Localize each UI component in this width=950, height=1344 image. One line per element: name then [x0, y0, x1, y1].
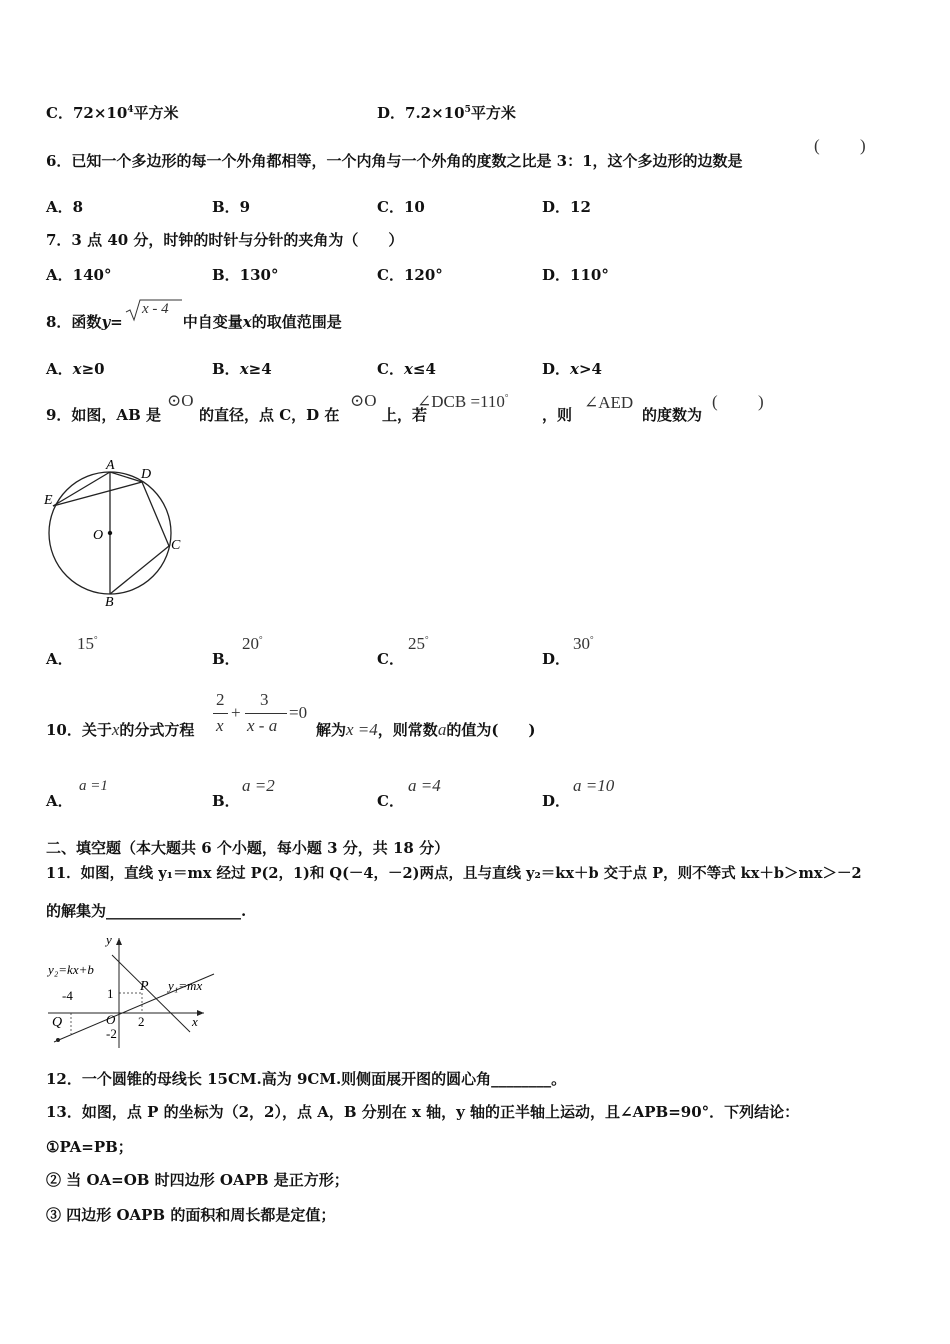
q13-conclusion-1: ①PA=PB； — [46, 1138, 133, 1156]
q9-option-a-value: 15° — [77, 634, 98, 653]
q10-option-b-letter: B． — [212, 792, 240, 810]
q10-equation — [213, 690, 313, 740]
q6-paren-left: ( — [814, 136, 820, 155]
label-origin: O — [106, 1012, 116, 1027]
q8-stem: 8．函数y= 中自变量x的取值范围是 — [46, 313, 342, 331]
q11-stem-line2: 的解集为__________________. — [46, 902, 247, 920]
q9-stem-part1: 9．如图，AB 是 — [46, 406, 161, 424]
q9-option-d-letter: D． — [542, 650, 571, 668]
line-y2-kxb — [112, 955, 190, 1032]
q7-stem: 7．3 点 40 分，时钟的时针与分针的夹角为（ ） — [46, 231, 404, 249]
q11-graph-figure — [44, 930, 224, 1050]
q6-option-d: D．12 — [542, 198, 591, 216]
label-x-axis: x — [192, 1014, 198, 1029]
q8-option-b: B．x≥4 — [212, 360, 272, 378]
q13-conclusion-2: ② 当 OA=OB 时四边形 OAPB 是正方形； — [46, 1171, 349, 1189]
q10-option-a-letter: A． — [46, 792, 73, 810]
label-b: B — [105, 595, 114, 610]
q10-stem-part2: 解为x =4，则常数a的值为( ) — [316, 720, 536, 739]
q8-option-c: C．x≤4 — [377, 360, 436, 378]
label-p: P — [140, 979, 149, 994]
q5-option-c: C．$72\times 10^4$平方米 — [46, 104, 179, 122]
q8-radicand: x - 4 — [142, 301, 169, 317]
q10-option-a-value: a =1 — [79, 778, 108, 794]
label-c: C — [171, 538, 181, 553]
q9-circle-o: ⊙O — [167, 391, 194, 410]
fraction1-bar — [213, 713, 228, 714]
label-q: Q — [52, 1015, 63, 1030]
label-neg4: -4 — [62, 988, 73, 1003]
q9-circle-figure — [40, 452, 190, 612]
fraction2-numerator: 3 — [260, 690, 269, 709]
q13-stem: 13．如图，点 P 的坐标为（2，2），点 A，B 分别在 x 轴，y 轴的正半轴上运动，且∠APB=90°．下列结论： — [46, 1103, 800, 1121]
label-o: O — [93, 528, 104, 543]
q10-option-d-value: a =10 — [573, 776, 615, 795]
q5-option-d: D．$7.2\times 10^5$平方米 — [377, 104, 516, 122]
q9-option-a-letter: A． — [46, 650, 73, 668]
q6-option-b: B．9 — [212, 198, 251, 216]
label-e: E — [44, 493, 53, 508]
segment-ed — [53, 482, 142, 506]
q6-option-c: C．10 — [377, 198, 425, 216]
q9-option-b-letter: B． — [212, 650, 240, 668]
q6-stem: 6．已知一个多边形的每一个外角都相等，一个内角与一个外角的度数之比是 3：1，这个多边形的边数是 — [46, 152, 743, 170]
q10-option-c-value: a =4 — [408, 776, 441, 795]
label-neg2: -2 — [106, 1026, 117, 1041]
label-y-axis: y — [106, 932, 112, 947]
fraction2-bar — [245, 713, 287, 714]
q9-option-c-value: 25° — [408, 634, 429, 653]
q9-paren-left: ( — [712, 392, 718, 411]
q8-option-a: A．x≥0 — [46, 360, 105, 378]
q11-stem-line1: 11．如图，直线 y₁＝mx 经过 P(2，1)和 Q(－4，－2)两点，且与直线 y₂＝kx＋b 交于点 P，则不等式 kx＋b＞mx＞－2 — [46, 865, 862, 882]
q10-stem-part1: 10．关于x的分式方程 — [46, 720, 195, 739]
point-q — [56, 1038, 60, 1042]
q9-option-d-value: 30° — [573, 634, 594, 653]
label-d: D — [141, 467, 152, 482]
segment-ea — [53, 472, 110, 506]
q7-option-a: A．140° — [46, 266, 112, 284]
y-axis-arrow-icon — [116, 938, 122, 945]
label-y1-equation: y₁=mx — [168, 978, 203, 993]
fraction1-denominator: x — [216, 716, 224, 735]
label-1: 1 — [107, 986, 114, 1001]
q12-stem: 12．一个圆锥的母线长 15CM.高为 9CM.则侧面展开图的圆心角________。 — [46, 1070, 567, 1088]
label-a: A — [106, 458, 115, 473]
q6-option-a: A．8 — [46, 198, 84, 216]
label-y2-equation: y₂=kx+b — [48, 962, 94, 977]
fraction1-numerator: 2 — [216, 690, 225, 709]
q10-option-b-value: a =2 — [242, 776, 275, 795]
q8-option-d: D．x>4 — [542, 360, 602, 378]
x-axis-arrow-icon — [197, 1010, 204, 1016]
center-point — [108, 531, 112, 535]
q7-option-d: D．110° — [542, 266, 609, 284]
equals-zero: =0 — [289, 703, 308, 722]
q9-option-b-value: 20° — [242, 634, 263, 653]
section-heading-fill-blank: 二、填空题（本大题共 6 个小题，每小题 3 分，共 18 分） — [46, 839, 450, 857]
q9-target-angle: ∠AED — [584, 393, 634, 412]
q6-paren-right: ) — [860, 136, 866, 155]
q9-stem-part5: 的度数为 — [642, 406, 703, 424]
plus-sign: + — [231, 703, 241, 722]
q9-circle-o-2: ⊙O — [350, 391, 377, 410]
q9-stem-part2: 的直径，点 C，D 在 — [199, 406, 340, 424]
q10-option-d-letter: D． — [542, 792, 571, 810]
fraction2-denominator: x - a — [247, 716, 278, 735]
q7-option-b: B．130° — [212, 266, 279, 284]
q9-option-c-letter: C． — [377, 650, 404, 668]
q7-option-c: C．120° — [377, 266, 443, 284]
q9-given-angle: ∠DCB =110° — [417, 392, 509, 411]
q10-option-c-letter: C． — [377, 792, 404, 810]
q13-conclusion-3: ③ 四边形 OAPB 的面积和周长都是定值； — [46, 1206, 336, 1224]
q9-stem-part4: ，则 — [542, 406, 573, 424]
q9-paren-right: ) — [758, 392, 764, 411]
label-2: 2 — [138, 1014, 145, 1029]
q9-stem-part3: 上，若 — [382, 406, 428, 424]
